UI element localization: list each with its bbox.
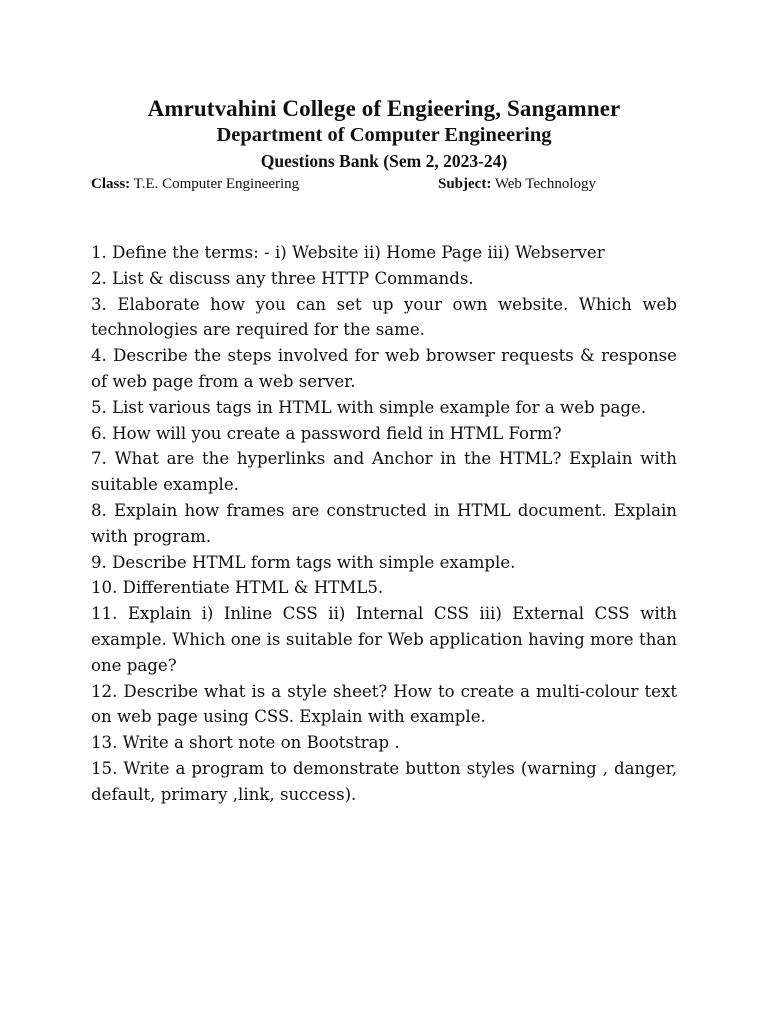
document-header <box>0 92 768 173</box>
college-name: Amrutvahini College of Engieering, Sangamner <box>147 96 621 121</box>
question-item: 3. Elaborate how you can set up your own website. Which web technologies are required for the same. <box>91 294 677 340</box>
question-list <box>91 240 677 808</box>
question-item: 13. Write a short note on Bootstrap . <box>91 733 400 753</box>
question-item: 9. Describe HTML form tags with simple example. <box>91 552 516 572</box>
question-item: 1. Define the terms: - i) Website ii) Home Page iii) Webserver <box>91 243 605 262</box>
question-item: 5. List various tags in HTML with simple example for a web page. <box>91 397 647 417</box>
class-info <box>91 174 299 194</box>
subject-value: Web Technology <box>494 176 597 192</box>
question-item: 6. How will you create a password field in HTML Form? <box>91 423 562 443</box>
class-label: Class: <box>91 176 131 192</box>
question-item: 12. Describe what is a style sheet? How to create a multi-colour text on web page using CSS. Explain with example. <box>91 681 677 727</box>
class-value: T.E. Computer Engineering <box>133 176 300 192</box>
document-title: Questions Bank (Sem 2, 2023-24) <box>260 151 508 171</box>
question-item: 8. Explain how frames are constructed in HTML document. Explain with program. <box>91 500 677 546</box>
question-item: 7. What are the hyperlinks and Anchor in the HTML? Explain with suitable example. <box>91 449 677 495</box>
question-item: 4. Describe the steps involved for web browser requests & response of web page from a web server. <box>91 346 677 391</box>
department-name: Department of Computer Engineering <box>216 124 552 146</box>
class-subject-row <box>91 174 691 194</box>
question-item: 15. Write a program to demonstrate button styles (warning , danger, default, primary ,link, success). <box>91 758 677 804</box>
subject-label: Subject: <box>438 176 492 192</box>
question-item: 10. Differentiate HTML & HTML5. <box>91 578 384 598</box>
subject-info <box>438 174 596 194</box>
question-item: 2. List & discuss any three HTTP Commands. <box>91 268 474 288</box>
question-item: 11. Explain i) Inline CSS ii) Internal CSS iii) External CSS with example. Which one is suitable for Web application having more than one page? <box>91 604 677 675</box>
